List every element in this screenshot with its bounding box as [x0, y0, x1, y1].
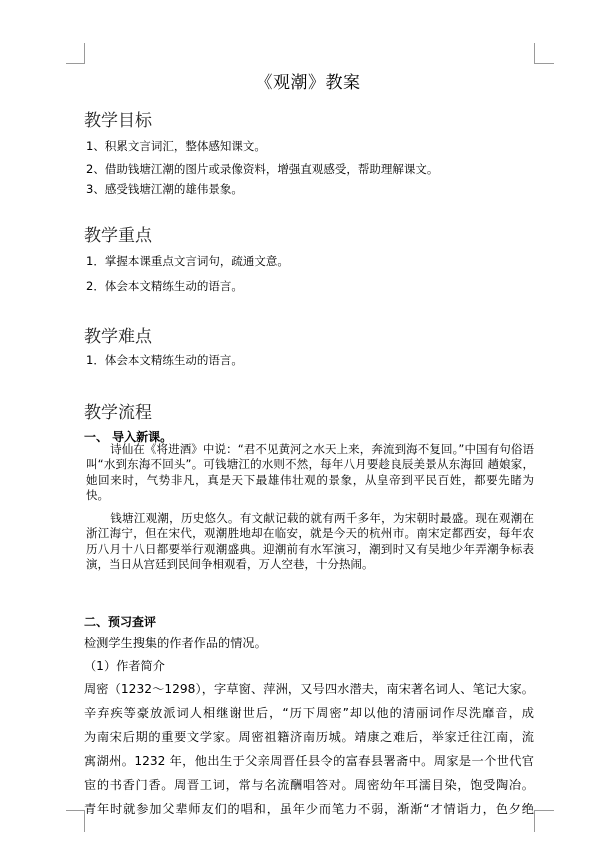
page-title: 《观潮》教案	[255, 73, 361, 93]
goal-item-3: 3、感受钱塘江潮的雄伟景象。	[86, 182, 243, 196]
step1-paragraph-2-text: 钱塘江观潮，历史悠久。有文献记载的就有两千多年，为宋朝时最盛。现在观潮在浙江海宁，但在宋代，观潮胜地却在临安，就是今天的杭州市。南宋定都西安，每年农历八月十八日都要举行观潮盛典。迎潮前有水军演习，潮到时又有吴地少年弄潮争标表演，当日从宫廷到民间争相观看，万人空巷，十分热闹。	[86, 511, 534, 572]
crop-mark-bottom-right	[0, 0, 1, 1]
keypoints-heading: 教学重点	[84, 226, 152, 246]
goal-item-1: 1、积累文言词汇，整体感知课文。	[86, 139, 266, 153]
difficulties-heading: 教学难点	[84, 327, 152, 347]
step2-heading: 二、预习查评	[84, 615, 157, 629]
process-heading: 教学流程	[84, 403, 152, 423]
step1-heading: 一、 导入新课。	[84, 430, 173, 444]
author-bio-line-3: 为南宋后期的重要文学家。周密祖籍济南历城。靖康之难后，举家迁往江南，流	[84, 730, 534, 744]
author-bio-line-5: 宦的书香门香。周晋工词，常与名流酬唱答对。周密幼年耳濡目染，饱受陶冶。	[84, 778, 534, 792]
step1-paragraph-2	[86, 511, 534, 573]
keypoint-item-2: 2．体会本文精练生动的语言。	[86, 279, 243, 293]
step2-subheading: （1）作者简介	[84, 659, 165, 673]
author-bio-line-1: 周密（1232～1298），字草窗、萍洲，又号四水潜夫，南宋著名词人、笔记大家。	[84, 682, 534, 696]
step1-paragraph-1-text: 诗仙在《将进酒》中说：“君不见黄河之水天上来，奔流到海不复回。”中国有句俗语叫“水到东海不回头”。可钱塘江的水则不然，每年八月要趁良辰美景从东海回 趟娘家，她回来时，气势非凡，真是天下最雄伟壮观的景象，从皇帝到平民百姓，都要先睹为快。	[86, 442, 534, 503]
difficulty-item-1: 1．体会本文精练生动的语言。	[86, 353, 243, 367]
goals-heading: 教学目标	[84, 111, 152, 131]
step2-intro: 检测学生搜集的作者作品的情况。	[84, 636, 267, 650]
step1-paragraph-1	[86, 442, 534, 504]
keypoint-item-1: 1．掌握本课重点文言词句，疏通文意。	[86, 254, 289, 268]
author-bio-line-2: 辛弃疾等豪放派词人相继谢世后，“历下周密”却以他的清丽词作尽洗靡音，成	[84, 706, 534, 720]
author-bio-line-6: 青年时就参加父辈师友们的唱和，虽年少而笔力不弱，渐渐“才情诣力，色夕绝	[84, 802, 534, 816]
goal-item-2: 2、借助钱塘江潮的图片或录像资料，增强直观感受，帮助理解课文。	[86, 162, 439, 176]
author-bio-line-4: 寓湖州。1232 年，他出生于父亲周晋任县令的富春县署斋中。周家是一个世代官	[84, 754, 534, 768]
